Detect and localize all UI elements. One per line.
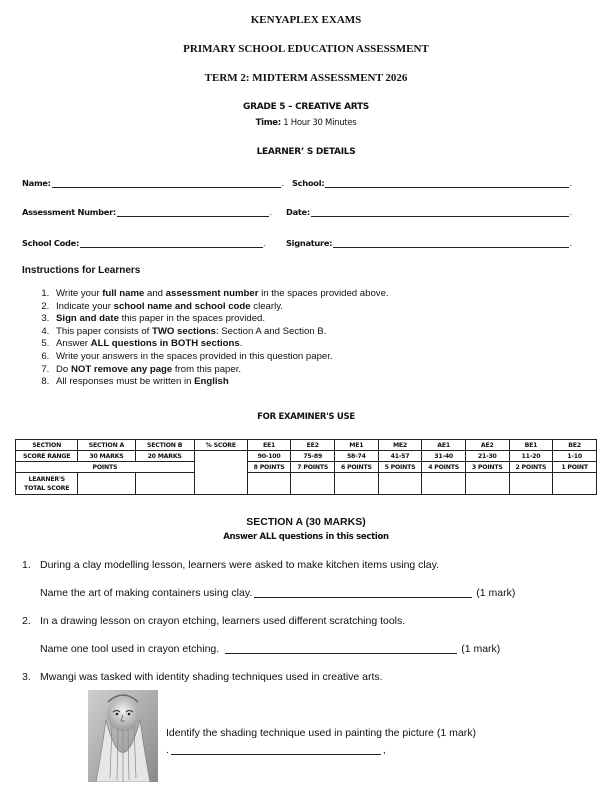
score-cell[interactable] [247, 473, 291, 495]
total-score-label [16, 473, 78, 495]
points-cell: 6 POINTS [335, 462, 379, 473]
range-cell: 90-100 [247, 451, 291, 462]
fields-row-3 [22, 238, 572, 248]
range-cell: 58-74 [335, 451, 379, 462]
table-header-cell: SECTION B [135, 440, 194, 451]
date-field[interactable]: Date: . [286, 207, 572, 217]
score-cell[interactable] [378, 473, 422, 495]
score-cell[interactable] [291, 473, 335, 495]
instruction-emphasis: school name and school code [113, 300, 251, 312]
instruction-text: : Section A and Section B. [215, 325, 327, 337]
instruction-item [52, 326, 592, 339]
instructions-title: Instructions for Learners [22, 265, 141, 276]
table-header-cell: AE2 [465, 440, 509, 451]
question-number: 3. [22, 671, 31, 683]
score-range-row [16, 451, 597, 462]
time-line [0, 118, 612, 128]
question-number: 2. [22, 615, 31, 627]
assessment-number-label: Assessment Number: [22, 207, 116, 217]
assessment-title: PRIMARY SCHOOL EDUCATION ASSESSMENT [183, 43, 429, 55]
table-header-cell: ME1 [335, 440, 379, 451]
instruction-text: Write your answers in the spaces provided in this question paper. [56, 350, 333, 362]
score-cell[interactable] [422, 473, 466, 495]
table-header-cell: % SCORE [194, 440, 247, 451]
shaded-portrait-image [88, 690, 158, 782]
fields-row-2 [22, 207, 572, 217]
instruction-emphasis: ALL questions in BOTH sections [90, 338, 240, 350]
examiner-table [15, 439, 597, 495]
instruction-text: Indicate your [56, 300, 114, 312]
instruction-item [52, 338, 592, 351]
date-label: Date: [286, 207, 310, 217]
range-cell: 41-57 [378, 451, 422, 462]
question-1 [22, 559, 582, 571]
points-cell: 1 POINT [553, 462, 597, 473]
instruction-emphasis: English [194, 376, 229, 388]
instruction-text: All responses must be written in [56, 376, 195, 388]
learner-details-title: LEARNER’ S DETAILS [256, 147, 356, 157]
table-header-cell: BE1 [509, 440, 553, 451]
school-field[interactable]: School: . [292, 178, 572, 188]
instruction-item [52, 351, 592, 364]
points-cell: 3 POINTS [465, 462, 509, 473]
points-row [16, 462, 597, 473]
instruction-text: clearly. [250, 300, 283, 312]
instruction-text: This paper consists of [56, 325, 152, 337]
prompt-text: Name the art of making containers using clay. [40, 587, 253, 599]
instruction-item [52, 288, 592, 301]
org-title: KENYAPLEX EXAMS [250, 14, 362, 26]
leading-dot: . [166, 744, 169, 756]
question-text: In a drawing lesson on crayon etching, learners used different scratching tools. [40, 615, 406, 627]
name-field[interactable]: Name: . [22, 178, 284, 188]
instruction-emphasis: NOT remove any page [70, 363, 173, 375]
examiner-title: FOR EXAMINER'S USE [257, 412, 355, 422]
question-text: During a clay modelling lesson, learners were asked to make kitchen items using clay. [40, 559, 439, 571]
trailing-comma: , [382, 744, 386, 756]
instruction-item [52, 301, 592, 314]
instruction-text: in the spaces provided above. [258, 288, 389, 299]
points-cell: 5 POINTS [378, 462, 422, 473]
signature-field[interactable]: Signature: . [286, 238, 572, 248]
score-cell[interactable] [465, 473, 509, 495]
section-a-title: SECTION A (30 MARKS) [246, 516, 366, 528]
total-score-row [16, 473, 597, 495]
school-code-label: School Code: [22, 238, 80, 248]
question-2 [22, 615, 582, 627]
points-cell: 2 POINTS [509, 462, 553, 473]
instruction-text: this paper in the spaces provided. [118, 313, 266, 325]
section-b-marks: 20 MARKS [135, 451, 194, 462]
total-label-line2: TOTAL SCORE [24, 484, 70, 492]
score-cell[interactable] [553, 473, 597, 495]
score-cell[interactable] [335, 473, 379, 495]
instruction-item [52, 313, 592, 326]
points-cell: 8 POINTS [247, 462, 291, 473]
section-a-marks: 30 MARKS [78, 451, 135, 462]
marks-label: (1 mark) [476, 587, 516, 599]
section-a-subtitle: Answer ALL questions in this section [223, 532, 389, 542]
question-3 [22, 671, 582, 683]
percent-score-cell[interactable] [194, 451, 247, 495]
table-header-row [16, 440, 597, 451]
table-header-cell: ME2 [378, 440, 422, 451]
school-label: School: [292, 178, 325, 188]
range-cell: 1-10 [553, 451, 597, 462]
range-cell: 31-40 [422, 451, 466, 462]
term-title: TERM 2: MIDTERM ASSESSMENT 2026 [204, 72, 408, 84]
range-cell: 11-20 [509, 451, 553, 462]
table-header-cell: SECTION [16, 440, 78, 451]
signature-label: Signature: [286, 238, 333, 248]
points-cell: 4 POINTS [422, 462, 466, 473]
question-2-prompt [40, 643, 560, 655]
name-label: Name: [22, 178, 51, 188]
question-1-prompt [40, 587, 560, 599]
instruction-text: and [144, 288, 166, 299]
total-label-line1: LEARNER'S [28, 475, 65, 483]
range-cell: 75-89 [291, 451, 335, 462]
score-range-label: SCORE RANGE [16, 451, 78, 462]
fields-row-1 [22, 178, 572, 188]
instruction-text: . [239, 338, 243, 350]
question-number: 1. [22, 559, 31, 571]
answer-blank[interactable] [171, 744, 381, 755]
grade-title: GRADE 5 – CREATIVE ARTS [243, 102, 369, 112]
instruction-item [52, 376, 592, 389]
instruction-item [52, 364, 592, 377]
instruction-text: Answer [56, 338, 91, 350]
instruction-emphasis: TWO sections [151, 325, 216, 337]
instruction-emphasis: Sign and date [56, 313, 119, 325]
instruction-text: from this paper. [172, 363, 242, 375]
question-text: Mwangi was tasked with identity shading techniques used in creative arts. [40, 671, 383, 683]
range-cell: 21-30 [465, 451, 509, 462]
points-label: POINTS [16, 462, 195, 473]
points-cell: 7 POINTS [291, 462, 335, 473]
marks-label: (1 mark) [461, 643, 501, 655]
section-b-score-cell[interactable] [135, 473, 194, 495]
table-header-cell: EE2 [291, 440, 335, 451]
answer-blank[interactable] [225, 643, 457, 654]
school-code-field[interactable]: School Code: . [22, 238, 266, 248]
time-value: 1 Hour 30 Minutes [283, 118, 357, 128]
instruction-text: Do [56, 363, 71, 375]
answer-blank[interactable] [254, 587, 472, 598]
question-3-answer-line [166, 744, 386, 756]
table-header-cell: EE1 [247, 440, 291, 451]
assessment-number-field[interactable]: Assessment Number: . [22, 207, 272, 217]
score-cell[interactable] [509, 473, 553, 495]
section-a-score-cell[interactable] [78, 473, 135, 495]
table-header-cell: AE1 [422, 440, 466, 451]
instruction-text: Write your [56, 288, 103, 299]
instructions-list [22, 288, 592, 389]
instruction-emphasis: full name [102, 288, 145, 299]
prompt-text: Name one tool used in crayon etching. [40, 643, 220, 655]
table-header-cell: SECTION A [78, 440, 135, 451]
time-label: Time: [255, 118, 281, 128]
table-header-cell: BE2 [553, 440, 597, 451]
instruction-emphasis: assessment number [165, 288, 259, 299]
question-3-prompt: Identify the shading technique used in painting the picture (1 mark) [166, 727, 476, 739]
